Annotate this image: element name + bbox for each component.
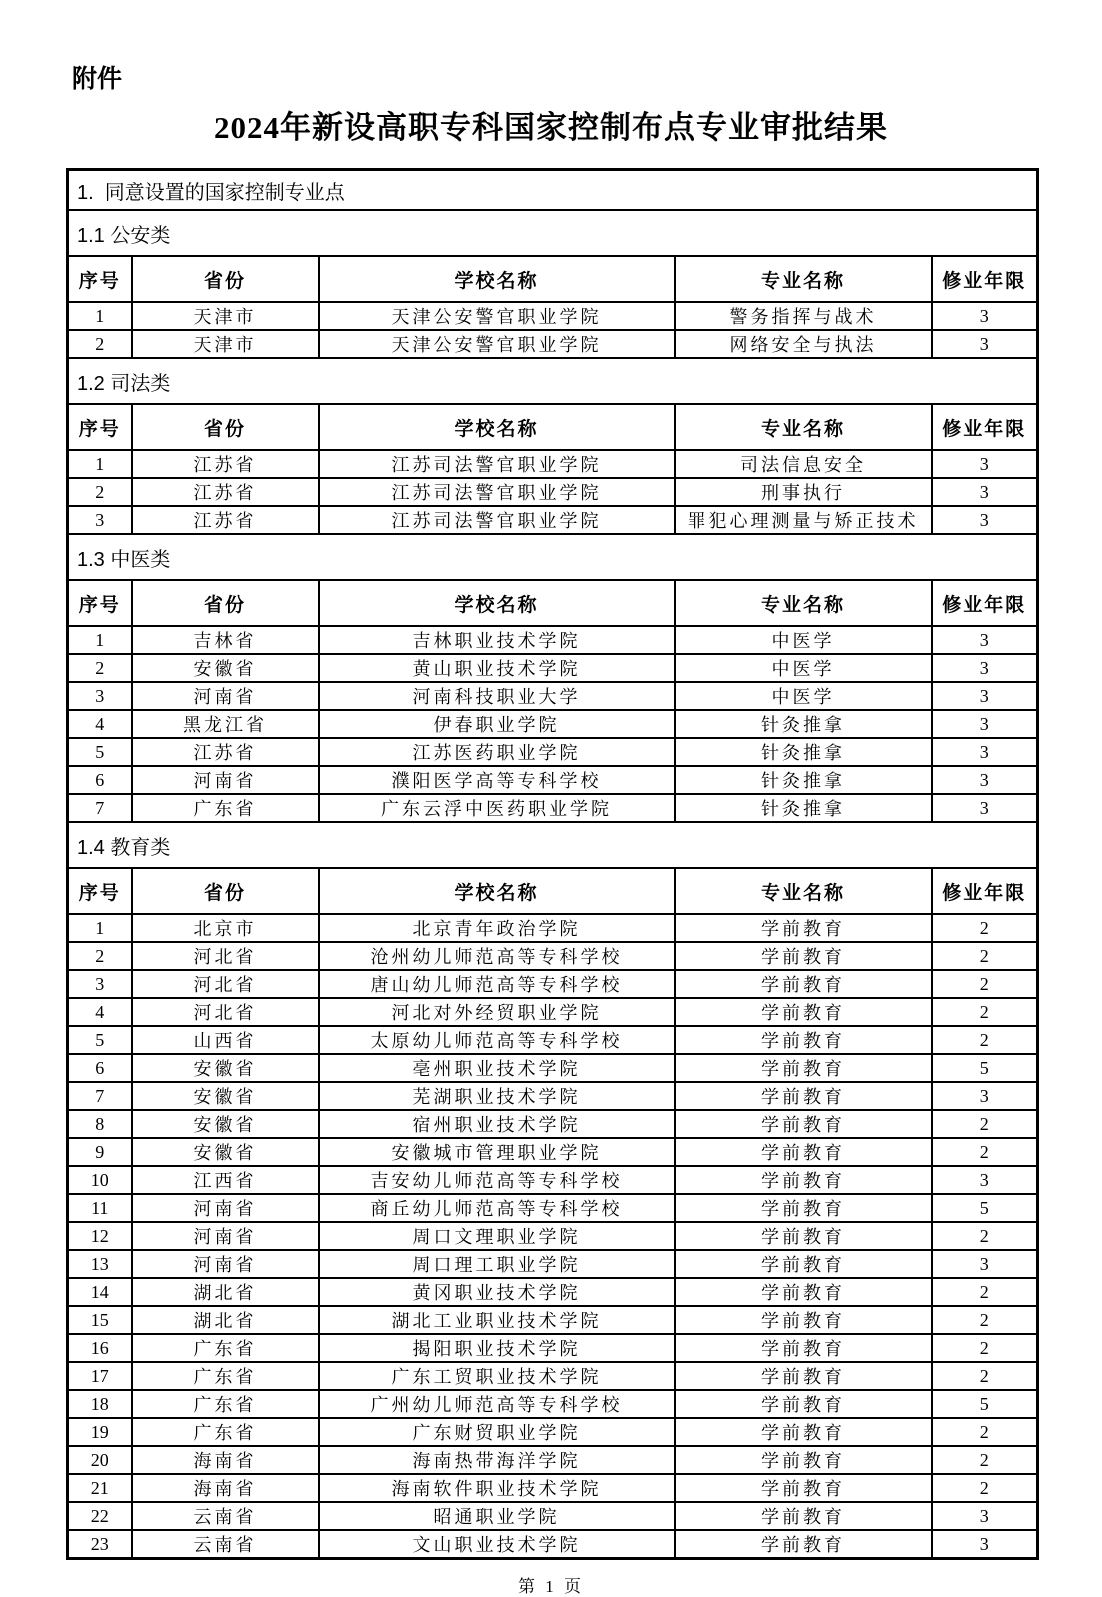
cell-province: 河北省 <box>132 998 319 1026</box>
cell-years: 3 <box>932 766 1038 794</box>
cell-school: 濮阳医学高等专科学校 <box>319 766 675 794</box>
column-header: 学校名称 <box>319 404 675 450</box>
cell-index: 12 <box>68 1222 132 1250</box>
cell-index: 11 <box>68 1194 132 1222</box>
cell-school: 文山职业技术学院 <box>319 1530 675 1559</box>
cell-major: 学前教育 <box>675 1418 932 1446</box>
cell-index: 16 <box>68 1334 132 1362</box>
section-title-row <box>68 822 1038 868</box>
cell-school: 吉安幼儿师范高等专科学校 <box>319 1166 675 1194</box>
table-row <box>68 302 1038 330</box>
cell-index: 1 <box>68 302 132 330</box>
cell-index: 5 <box>68 738 132 766</box>
cell-index: 17 <box>68 1362 132 1390</box>
cell-province: 广东省 <box>132 1334 319 1362</box>
table-row <box>68 626 1038 654</box>
table-row <box>68 1054 1038 1082</box>
cell-years: 2 <box>932 1362 1038 1390</box>
cell-school: 周口文理职业学院 <box>319 1222 675 1250</box>
cell-province: 山西省 <box>132 1026 319 1054</box>
cell-province: 安徽省 <box>132 1082 319 1110</box>
cell-major: 刑事执行 <box>675 478 932 506</box>
cell-school: 宿州职业技术学院 <box>319 1110 675 1138</box>
cell-years: 5 <box>932 1194 1038 1222</box>
cell-major: 学前教育 <box>675 970 932 998</box>
cell-province: 河北省 <box>132 970 319 998</box>
table-row <box>68 914 1038 942</box>
cell-index: 4 <box>68 998 132 1026</box>
cell-major: 学前教育 <box>675 998 932 1026</box>
cell-index: 2 <box>68 330 132 358</box>
cell-school: 天津公安警官职业学院 <box>319 302 675 330</box>
cell-index: 19 <box>68 1418 132 1446</box>
cell-province: 江苏省 <box>132 738 319 766</box>
cell-province: 河南省 <box>132 682 319 710</box>
cell-major: 学前教育 <box>675 1474 932 1502</box>
cell-major: 罪犯心理测量与矫正技术 <box>675 506 932 534</box>
table-row <box>68 710 1038 738</box>
cell-index: 23 <box>68 1530 132 1559</box>
cell-province: 河北省 <box>132 942 319 970</box>
section-title: 1.2 司法类 <box>68 358 1038 404</box>
table-row <box>68 1530 1038 1559</box>
cell-province: 湖北省 <box>132 1278 319 1306</box>
attachment-label: 附件 <box>72 65 123 93</box>
column-header-row <box>68 868 1038 914</box>
cell-years: 2 <box>932 1110 1038 1138</box>
table-row <box>68 1446 1038 1474</box>
cell-school: 广东工贸职业技术学院 <box>319 1362 675 1390</box>
cell-index: 20 <box>68 1446 132 1474</box>
table-row <box>68 1222 1038 1250</box>
cell-years: 5 <box>932 1054 1038 1082</box>
cell-major: 针灸推拿 <box>675 738 932 766</box>
cell-index: 4 <box>68 710 132 738</box>
column-header: 序号 <box>68 256 132 302</box>
cell-province: 海南省 <box>132 1474 319 1502</box>
table-row <box>68 1502 1038 1530</box>
cell-province: 江苏省 <box>132 506 319 534</box>
cell-major: 司法信息安全 <box>675 450 932 478</box>
column-header: 专业名称 <box>675 404 932 450</box>
cell-province: 广东省 <box>132 1418 319 1446</box>
cell-province: 吉林省 <box>132 626 319 654</box>
cell-years: 2 <box>932 998 1038 1026</box>
cell-major: 学前教育 <box>675 1054 932 1082</box>
cell-index: 10 <box>68 1166 132 1194</box>
column-header: 序号 <box>68 868 132 914</box>
cell-province: 天津市 <box>132 302 319 330</box>
column-header: 修业年限 <box>932 404 1038 450</box>
table-row <box>68 738 1038 766</box>
cell-major: 学前教育 <box>675 1026 932 1054</box>
column-header: 专业名称 <box>675 256 932 302</box>
column-header: 序号 <box>68 580 132 626</box>
cell-major: 学前教育 <box>675 1110 932 1138</box>
table-row <box>68 1110 1038 1138</box>
cell-index: 15 <box>68 1306 132 1334</box>
section-title: 1.3 中医类 <box>68 534 1038 580</box>
cell-years: 2 <box>932 1026 1038 1054</box>
cell-index: 14 <box>68 1278 132 1306</box>
column-header: 省份 <box>132 580 319 626</box>
cell-years: 2 <box>932 1138 1038 1166</box>
cell-province: 江苏省 <box>132 450 319 478</box>
table-row <box>68 1194 1038 1222</box>
cell-index: 18 <box>68 1390 132 1418</box>
cell-years: 3 <box>932 682 1038 710</box>
cell-years: 3 <box>932 710 1038 738</box>
cell-major: 警务指挥与战术 <box>675 302 932 330</box>
cell-major: 学前教育 <box>675 1362 932 1390</box>
table-row <box>68 1418 1038 1446</box>
column-header: 省份 <box>132 256 319 302</box>
column-header: 学校名称 <box>319 580 675 626</box>
table-row <box>68 998 1038 1026</box>
cell-major: 学前教育 <box>675 1250 932 1278</box>
cell-index: 2 <box>68 478 132 506</box>
cell-province: 安徽省 <box>132 1138 319 1166</box>
column-header-row <box>68 580 1038 626</box>
cell-index: 3 <box>68 682 132 710</box>
table-row <box>68 1138 1038 1166</box>
cell-major: 学前教育 <box>675 1502 932 1530</box>
table-heading: 1. 同意设置的国家控制专业点 <box>68 170 1038 211</box>
table-row <box>68 1278 1038 1306</box>
cell-index: 6 <box>68 766 132 794</box>
cell-school: 广东云浮中医药职业学院 <box>319 794 675 822</box>
section-title: 1.1 公安类 <box>68 210 1038 256</box>
cell-school: 江苏医药职业学院 <box>319 738 675 766</box>
table-row <box>68 506 1038 534</box>
cell-index: 2 <box>68 654 132 682</box>
approval-table <box>66 168 1039 1560</box>
cell-years: 3 <box>932 1082 1038 1110</box>
cell-school: 周口理工职业学院 <box>319 1250 675 1278</box>
cell-province: 安徽省 <box>132 1110 319 1138</box>
cell-index: 7 <box>68 794 132 822</box>
cell-school: 江苏司法警官职业学院 <box>319 478 675 506</box>
cell-years: 2 <box>932 1306 1038 1334</box>
cell-years: 3 <box>932 302 1038 330</box>
table-row <box>68 766 1038 794</box>
cell-years: 2 <box>932 1418 1038 1446</box>
cell-school: 河北对外经贸职业学院 <box>319 998 675 1026</box>
cell-years: 3 <box>932 654 1038 682</box>
cell-index: 7 <box>68 1082 132 1110</box>
cell-years: 3 <box>932 794 1038 822</box>
page-number: 第 1 页 <box>518 1577 584 1596</box>
cell-years: 2 <box>932 1222 1038 1250</box>
cell-major: 学前教育 <box>675 1278 932 1306</box>
table-row <box>68 330 1038 358</box>
cell-years: 2 <box>932 914 1038 942</box>
column-header: 修业年限 <box>932 580 1038 626</box>
table-row <box>68 682 1038 710</box>
cell-province: 广东省 <box>132 1362 319 1390</box>
cell-years: 3 <box>932 450 1038 478</box>
cell-school: 广东财贸职业学院 <box>319 1418 675 1446</box>
cell-index: 9 <box>68 1138 132 1166</box>
cell-years: 3 <box>932 738 1038 766</box>
cell-index: 3 <box>68 970 132 998</box>
cell-index: 1 <box>68 450 132 478</box>
cell-school: 沧州幼儿师范高等专科学校 <box>319 942 675 970</box>
cell-school: 吉林职业技术学院 <box>319 626 675 654</box>
cell-province: 河南省 <box>132 1250 319 1278</box>
column-header: 修业年限 <box>932 868 1038 914</box>
cell-major: 学前教育 <box>675 1194 932 1222</box>
cell-index: 1 <box>68 914 132 942</box>
cell-major: 学前教育 <box>675 1222 932 1250</box>
cell-index: 8 <box>68 1110 132 1138</box>
cell-major: 学前教育 <box>675 1390 932 1418</box>
cell-school: 揭阳职业技术学院 <box>319 1334 675 1362</box>
cell-years: 2 <box>932 1334 1038 1362</box>
cell-province: 安徽省 <box>132 1054 319 1082</box>
column-header-row <box>68 404 1038 450</box>
cell-school: 海南软件职业技术学院 <box>319 1474 675 1502</box>
column-header: 专业名称 <box>675 580 932 626</box>
column-header-row <box>68 256 1038 302</box>
column-header: 修业年限 <box>932 256 1038 302</box>
cell-major: 学前教育 <box>675 942 932 970</box>
table-row <box>68 1306 1038 1334</box>
cell-school: 太原幼儿师范高等专科学校 <box>319 1026 675 1054</box>
cell-years: 2 <box>932 942 1038 970</box>
cell-school: 天津公安警官职业学院 <box>319 330 675 358</box>
cell-province: 江苏省 <box>132 478 319 506</box>
cell-years: 3 <box>932 1530 1038 1559</box>
table-row <box>68 1362 1038 1390</box>
cell-years: 3 <box>932 478 1038 506</box>
column-header: 省份 <box>132 404 319 450</box>
cell-school: 广州幼儿师范高等专科学校 <box>319 1390 675 1418</box>
cell-school: 昭通职业学院 <box>319 1502 675 1530</box>
cell-province: 北京市 <box>132 914 319 942</box>
cell-province: 河南省 <box>132 1194 319 1222</box>
column-header: 学校名称 <box>319 868 675 914</box>
cell-major: 学前教育 <box>675 914 932 942</box>
cell-major: 学前教育 <box>675 1334 932 1362</box>
cell-province: 江西省 <box>132 1166 319 1194</box>
section-title-row <box>68 210 1038 256</box>
table-heading-row <box>68 170 1038 211</box>
cell-school: 亳州职业技术学院 <box>319 1054 675 1082</box>
cell-major: 学前教育 <box>675 1530 932 1559</box>
cell-index: 21 <box>68 1474 132 1502</box>
table-row <box>68 1166 1038 1194</box>
table-row <box>68 1026 1038 1054</box>
cell-school: 伊春职业学院 <box>319 710 675 738</box>
section-title: 1.4 教育类 <box>68 822 1038 868</box>
cell-major: 网络安全与执法 <box>675 330 932 358</box>
cell-years: 3 <box>932 1502 1038 1530</box>
cell-years: 2 <box>932 1474 1038 1502</box>
cell-years: 3 <box>932 1250 1038 1278</box>
cell-school: 黄冈职业技术学院 <box>319 1278 675 1306</box>
cell-province: 安徽省 <box>132 654 319 682</box>
cell-province: 黑龙江省 <box>132 710 319 738</box>
cell-years: 2 <box>932 970 1038 998</box>
cell-school: 黄山职业技术学院 <box>319 654 675 682</box>
cell-school: 芜湖职业技术学院 <box>319 1082 675 1110</box>
cell-school: 湖北工业职业技术学院 <box>319 1306 675 1334</box>
cell-years: 2 <box>932 1446 1038 1474</box>
cell-major: 学前教育 <box>675 1446 932 1474</box>
cell-province: 云南省 <box>132 1502 319 1530</box>
table-row <box>68 1390 1038 1418</box>
cell-index: 6 <box>68 1054 132 1082</box>
table-row <box>68 478 1038 506</box>
cell-years: 3 <box>932 626 1038 654</box>
cell-province: 河南省 <box>132 766 319 794</box>
cell-major: 学前教育 <box>675 1138 932 1166</box>
table-row <box>68 450 1038 478</box>
table-row <box>68 1334 1038 1362</box>
cell-school: 北京青年政治学院 <box>319 914 675 942</box>
cell-years: 3 <box>932 1166 1038 1194</box>
cell-province: 广东省 <box>132 1390 319 1418</box>
cell-province: 广东省 <box>132 794 319 822</box>
cell-index: 5 <box>68 1026 132 1054</box>
cell-school: 海南热带海洋学院 <box>319 1446 675 1474</box>
cell-province: 湖北省 <box>132 1306 319 1334</box>
cell-index: 3 <box>68 506 132 534</box>
cell-school: 河南科技职业大学 <box>319 682 675 710</box>
cell-major: 针灸推拿 <box>675 766 932 794</box>
cell-school: 江苏司法警官职业学院 <box>319 450 675 478</box>
table-row <box>68 1250 1038 1278</box>
table-row <box>68 1474 1038 1502</box>
cell-major: 中医学 <box>675 682 932 710</box>
table-row <box>68 1082 1038 1110</box>
cell-index: 1 <box>68 626 132 654</box>
section-title-row <box>68 534 1038 580</box>
cell-years: 2 <box>932 1278 1038 1306</box>
cell-major: 针灸推拿 <box>675 794 932 822</box>
column-header: 序号 <box>68 404 132 450</box>
column-header: 省份 <box>132 868 319 914</box>
page-title: 2024年新设高职专科国家控制布点专业审批结果 <box>214 110 888 145</box>
cell-province: 海南省 <box>132 1446 319 1474</box>
table-row <box>68 970 1038 998</box>
cell-province: 天津市 <box>132 330 319 358</box>
cell-index: 22 <box>68 1502 132 1530</box>
cell-province: 河南省 <box>132 1222 319 1250</box>
cell-index: 2 <box>68 942 132 970</box>
column-header: 专业名称 <box>675 868 932 914</box>
cell-school: 商丘幼儿师范高等专科学校 <box>319 1194 675 1222</box>
cell-years: 5 <box>932 1390 1038 1418</box>
column-header: 学校名称 <box>319 256 675 302</box>
cell-major: 中医学 <box>675 626 932 654</box>
table-row <box>68 794 1038 822</box>
cell-major: 学前教育 <box>675 1082 932 1110</box>
cell-school: 安徽城市管理职业学院 <box>319 1138 675 1166</box>
table-row <box>68 654 1038 682</box>
cell-years: 3 <box>932 330 1038 358</box>
cell-school: 江苏司法警官职业学院 <box>319 506 675 534</box>
cell-school: 唐山幼儿师范高等专科学校 <box>319 970 675 998</box>
cell-province: 云南省 <box>132 1530 319 1559</box>
cell-index: 13 <box>68 1250 132 1278</box>
cell-major: 中医学 <box>675 654 932 682</box>
section-title-row <box>68 358 1038 404</box>
cell-major: 学前教育 <box>675 1306 932 1334</box>
table-row <box>68 942 1038 970</box>
cell-years: 3 <box>932 506 1038 534</box>
cell-major: 学前教育 <box>675 1166 932 1194</box>
cell-major: 针灸推拿 <box>675 710 932 738</box>
